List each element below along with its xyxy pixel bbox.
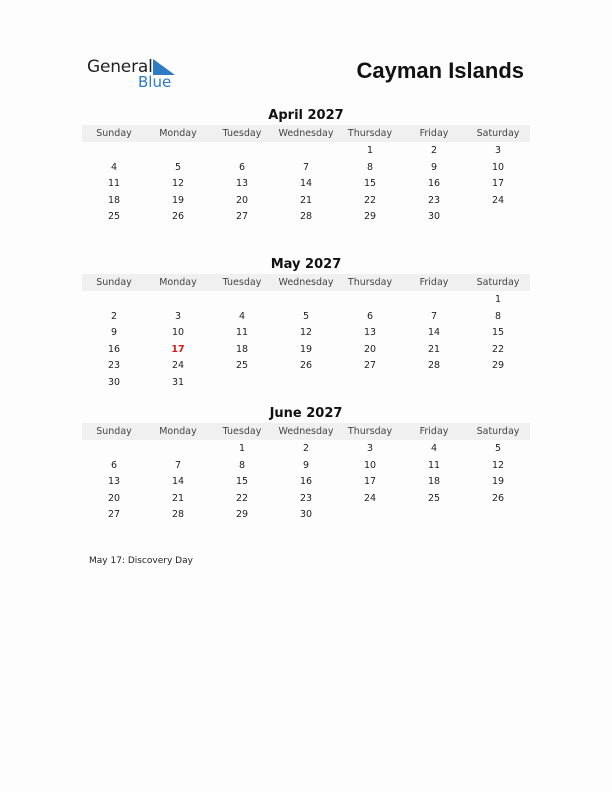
weekday-label: Saturday bbox=[476, 277, 520, 288]
day-cell: 17 bbox=[363, 476, 377, 488]
weekday-label: Sunday bbox=[96, 426, 132, 437]
day-cell: 26 bbox=[171, 211, 185, 223]
month-calendar-may bbox=[82, 256, 530, 392]
day-cell bbox=[82, 292, 146, 309]
day-cell: 2 bbox=[430, 145, 438, 156]
logo-text-general: General bbox=[87, 57, 153, 77]
weeks-grid bbox=[82, 143, 530, 226]
weekday-label: Friday bbox=[419, 277, 449, 288]
day-cell: 7 bbox=[174, 459, 182, 471]
day-cell: 4 bbox=[238, 310, 246, 322]
day-cell: 1 bbox=[366, 145, 374, 156]
holiday-day-cell: 17 bbox=[171, 343, 185, 355]
weekday-label: Monday bbox=[159, 277, 197, 288]
day-cell: 16 bbox=[427, 178, 441, 190]
week-row bbox=[82, 143, 530, 160]
weekday-label: Thursday bbox=[347, 277, 393, 288]
day-cell bbox=[402, 375, 466, 392]
day-cell: 24 bbox=[171, 360, 185, 372]
day-cell: 13 bbox=[235, 178, 249, 190]
day-cell: 2 bbox=[110, 310, 118, 322]
day-cell: 18 bbox=[235, 343, 249, 355]
logo-text-blue: Blue bbox=[138, 73, 172, 91]
day-cell: 7 bbox=[302, 161, 310, 173]
month-calendar-april bbox=[82, 107, 530, 226]
day-cell: 6 bbox=[110, 459, 118, 471]
day-cell: 21 bbox=[427, 343, 441, 355]
weeks-grid bbox=[82, 292, 530, 392]
day-cell: 2 bbox=[302, 443, 310, 454]
day-cell: 19 bbox=[171, 194, 185, 206]
month-title: June 2027 bbox=[269, 406, 343, 421]
day-cell: 27 bbox=[107, 509, 121, 521]
day-cell: 30 bbox=[107, 376, 121, 388]
day-cell: 26 bbox=[299, 360, 313, 372]
day-cell bbox=[82, 441, 146, 458]
day-cell bbox=[466, 209, 530, 226]
day-cell bbox=[274, 143, 338, 160]
day-cell: 6 bbox=[366, 310, 374, 322]
weekday-label: Friday bbox=[419, 426, 449, 437]
day-cell bbox=[210, 143, 274, 160]
day-cell: 8 bbox=[238, 459, 246, 471]
day-cell: 25 bbox=[107, 211, 121, 223]
day-cell: 14 bbox=[299, 178, 313, 190]
day-cell: 7 bbox=[430, 310, 438, 322]
day-cell: 29 bbox=[491, 360, 505, 372]
day-cell: 22 bbox=[235, 492, 249, 504]
day-cell: 20 bbox=[363, 343, 377, 355]
day-cell: 11 bbox=[107, 178, 121, 190]
weekday-header-row bbox=[82, 423, 530, 440]
day-cell: 13 bbox=[107, 476, 121, 488]
day-cell: 9 bbox=[110, 327, 118, 339]
weekday-label: Tuesday bbox=[222, 128, 262, 139]
day-cell: 10 bbox=[363, 459, 377, 471]
week-row bbox=[82, 358, 530, 375]
day-cell: 27 bbox=[363, 360, 377, 372]
day-cell bbox=[274, 375, 338, 392]
holiday-note: May 17: Discovery Day bbox=[89, 556, 193, 566]
week-row bbox=[82, 441, 530, 458]
weekday-header-row bbox=[82, 274, 530, 291]
weekday-label: Sunday bbox=[96, 128, 132, 139]
day-cell: 15 bbox=[491, 327, 505, 339]
day-cell: 26 bbox=[491, 492, 505, 504]
day-cell bbox=[338, 507, 402, 524]
day-cell: 19 bbox=[491, 476, 505, 488]
day-cell: 5 bbox=[494, 443, 502, 454]
day-cell: 10 bbox=[491, 161, 505, 173]
day-cell: 30 bbox=[427, 211, 441, 223]
day-cell bbox=[274, 292, 338, 309]
day-cell: 18 bbox=[427, 476, 441, 488]
day-cell: 22 bbox=[363, 194, 377, 206]
day-cell: 29 bbox=[235, 509, 249, 521]
weekday-label: Monday bbox=[159, 128, 197, 139]
day-cell: 4 bbox=[430, 443, 438, 454]
day-cell: 8 bbox=[494, 310, 502, 322]
day-cell: 3 bbox=[494, 145, 502, 156]
weekday-label: Saturday bbox=[476, 128, 520, 139]
week-row bbox=[82, 209, 530, 226]
day-cell: 4 bbox=[110, 161, 118, 173]
week-row bbox=[82, 309, 530, 326]
weekday-label: Tuesday bbox=[222, 426, 262, 437]
weekday-label: Wednesday bbox=[278, 426, 334, 437]
day-cell: 20 bbox=[107, 492, 121, 504]
day-cell: 10 bbox=[171, 327, 185, 339]
day-cell: 13 bbox=[363, 327, 377, 339]
day-cell bbox=[210, 375, 274, 392]
day-cell bbox=[146, 441, 210, 458]
week-row bbox=[82, 375, 530, 392]
day-cell: 9 bbox=[430, 161, 438, 173]
day-cell: 1 bbox=[238, 443, 246, 454]
day-cell: 11 bbox=[427, 459, 441, 471]
day-cell: 18 bbox=[107, 194, 121, 206]
weekday-label: Saturday bbox=[476, 426, 520, 437]
day-cell: 14 bbox=[427, 327, 441, 339]
day-cell: 29 bbox=[363, 211, 377, 223]
day-cell: 24 bbox=[363, 492, 377, 504]
day-cell: 25 bbox=[235, 360, 249, 372]
day-cell bbox=[402, 292, 466, 309]
day-cell: 31 bbox=[171, 376, 185, 388]
day-cell: 30 bbox=[299, 509, 313, 521]
country-title: Cayman Islands bbox=[356, 58, 524, 83]
day-cell bbox=[466, 507, 530, 524]
day-cell: 23 bbox=[427, 194, 441, 206]
day-cell bbox=[338, 292, 402, 309]
week-row bbox=[82, 507, 530, 524]
day-cell: 12 bbox=[491, 459, 505, 471]
weekday-label: Wednesday bbox=[278, 128, 334, 139]
day-cell: 28 bbox=[427, 360, 441, 372]
day-cell: 21 bbox=[171, 492, 185, 504]
day-cell: 22 bbox=[491, 343, 505, 355]
day-cell: 16 bbox=[107, 343, 121, 355]
day-cell: 6 bbox=[238, 161, 246, 173]
day-cell: 1 bbox=[494, 294, 502, 305]
week-row bbox=[82, 176, 530, 193]
day-cell bbox=[82, 143, 146, 160]
day-cell: 5 bbox=[302, 310, 310, 322]
weekday-label: Thursday bbox=[347, 128, 393, 139]
week-row bbox=[82, 458, 530, 475]
day-cell: 12 bbox=[171, 178, 185, 190]
generalblue-logo bbox=[87, 55, 187, 91]
day-cell: 3 bbox=[366, 443, 374, 454]
day-cell: 3 bbox=[174, 310, 182, 322]
week-row bbox=[82, 160, 530, 177]
day-cell: 9 bbox=[302, 459, 310, 471]
day-cell bbox=[146, 292, 210, 309]
day-cell: 16 bbox=[299, 476, 313, 488]
weekday-label: Thursday bbox=[347, 426, 393, 437]
day-cell: 8 bbox=[366, 161, 374, 173]
week-row bbox=[82, 342, 530, 359]
day-cell: 28 bbox=[171, 509, 185, 521]
day-cell: 5 bbox=[174, 161, 182, 173]
month-title: May 2027 bbox=[270, 257, 342, 272]
week-row bbox=[82, 193, 530, 210]
week-row bbox=[82, 474, 530, 491]
day-cell bbox=[146, 143, 210, 160]
day-cell: 21 bbox=[299, 194, 313, 206]
day-cell: 14 bbox=[171, 476, 185, 488]
week-row bbox=[82, 292, 530, 309]
week-row bbox=[82, 491, 530, 508]
day-cell bbox=[466, 375, 530, 392]
day-cell: 17 bbox=[491, 178, 505, 190]
day-cell: 11 bbox=[235, 327, 249, 339]
week-row bbox=[82, 325, 530, 342]
month-calendar-june bbox=[82, 405, 530, 524]
weekday-header-row bbox=[82, 125, 530, 142]
weekday-label: Tuesday bbox=[222, 277, 262, 288]
weekday-label: Friday bbox=[419, 128, 449, 139]
day-cell: 15 bbox=[235, 476, 249, 488]
day-cell bbox=[402, 507, 466, 524]
holiday-notes bbox=[89, 556, 193, 566]
weeks-grid bbox=[82, 441, 530, 524]
day-cell: 28 bbox=[299, 211, 313, 223]
day-cell: 20 bbox=[235, 194, 249, 206]
day-cell: 27 bbox=[235, 211, 249, 223]
day-cell: 23 bbox=[107, 360, 121, 372]
weekday-label: Monday bbox=[159, 426, 197, 437]
weekday-label: Sunday bbox=[96, 277, 132, 288]
day-cell bbox=[210, 292, 274, 309]
day-cell: 25 bbox=[427, 492, 441, 504]
day-cell: 24 bbox=[491, 194, 505, 206]
month-title: April 2027 bbox=[268, 108, 344, 123]
day-cell: 12 bbox=[299, 327, 313, 339]
day-cell: 15 bbox=[363, 178, 377, 190]
weekday-label: Wednesday bbox=[278, 277, 334, 288]
day-cell bbox=[338, 375, 402, 392]
day-cell: 19 bbox=[299, 343, 313, 355]
day-cell: 23 bbox=[299, 492, 313, 504]
